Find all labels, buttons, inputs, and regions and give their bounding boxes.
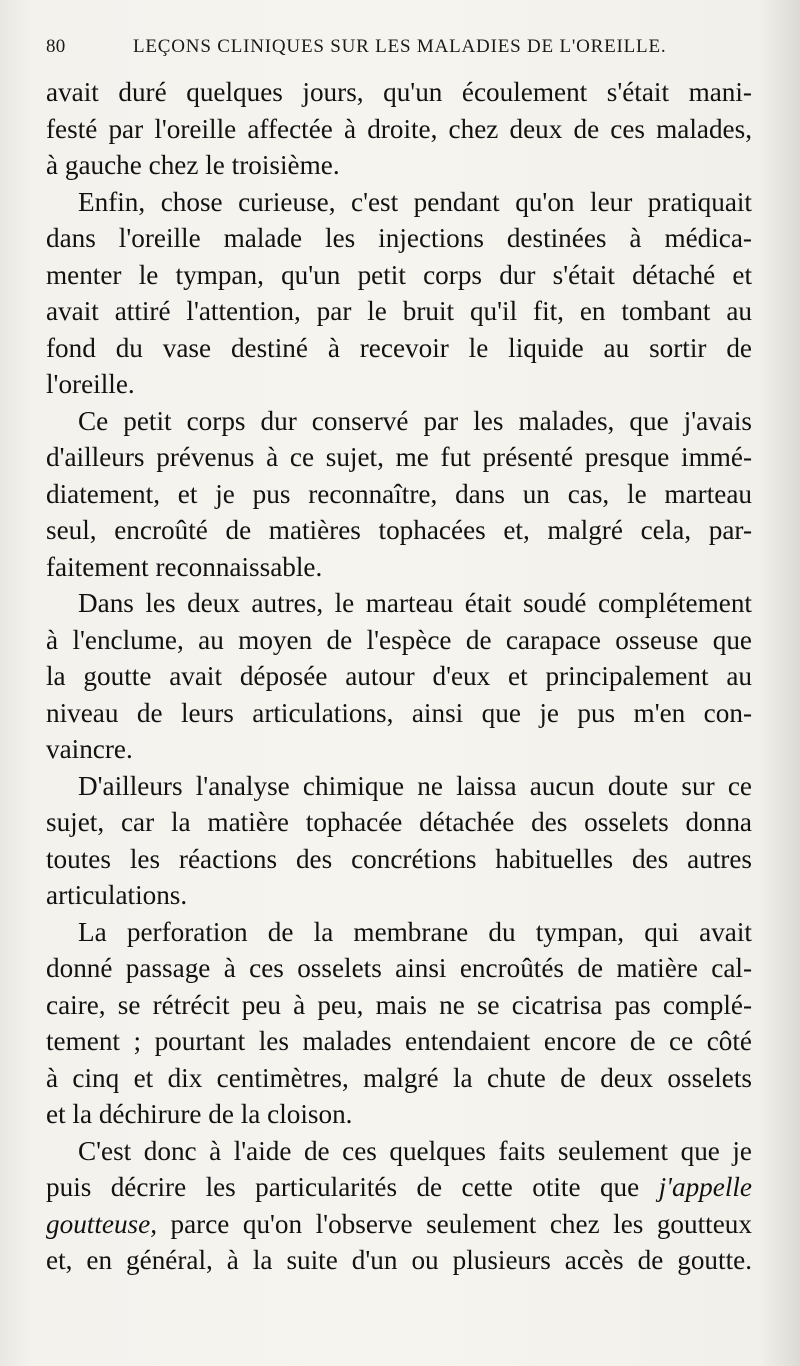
text-line: diatement, et je pus reconnaître, dans un cas, le marteau <box>46 478 752 509</box>
text-line: toutes les réactions des concrétions habituelles des autres <box>46 843 752 874</box>
italic-term: j'appelle <box>658 1172 753 1202</box>
text-line <box>46 1206 752 1243</box>
text-line: seul, encroûté de matières tophacées et, malgré cela, par- <box>46 515 752 545</box>
text-line: donné passage à ces osselets ainsi encroûtés de matière cal- <box>46 953 752 983</box>
text-line: tement ; pourtant les malades entendaient encore de ce côté <box>46 1026 752 1056</box>
text-line: articulations. <box>46 880 188 910</box>
text-line: avait attiré l'attention, par le bruit qu'il fit, en tombant au <box>46 296 752 326</box>
paragraph-start-line: C'est donc à l'aide de ces quelques faits seulement que je <box>78 1135 752 1166</box>
text-line: et, en général, à la suite d'un ou plusieurs accès de goutte. <box>46 1245 752 1275</box>
text-line: fond du vase destiné à recevoir le liquide au sortir de <box>46 332 752 363</box>
running-title: LEÇONS CLINIQUES SUR LES MALADIES DE L'OREILLE. <box>133 36 667 57</box>
page-number: 80 <box>46 36 66 57</box>
text-line: avait duré quelques jours, qu'un écoulement s'était mani- <box>46 77 752 107</box>
text-line: à cinq et dix centimètres, malgré la chute de deux osselets <box>46 1062 752 1093</box>
text-line: d'ailleurs prévenus à ce sujet, me fut présenté presque immé- <box>46 442 752 472</box>
text-line: à gauche chez le troisième. <box>46 150 340 180</box>
text-line: caire, se rétrécit peu à peu, mais ne se cicatrisa pas complé- <box>46 989 752 1020</box>
text-line <box>46 1169 752 1206</box>
text-line: faitement reconnaissable. <box>46 551 323 582</box>
text-line: vaincre. <box>46 734 133 764</box>
paragraph-start-line: Dans les deux autres, le marteau était soudé complétement <box>78 588 752 618</box>
text-segment: parce qu'on l'observe seulement chez les goutteux <box>170 1208 752 1239</box>
body-text <box>46 74 752 1279</box>
text-line: dans l'oreille malade les injections destinées à médica- <box>46 223 752 253</box>
text-line: sujet, car la matière tophacée détachée des osselets donna <box>46 807 752 837</box>
text-line: la goutte avait déposée autour d'eux et principalement au <box>46 661 752 691</box>
paragraph-start-line: Enfin, chose curieuse, c'est pendant qu'on leur pratiquait <box>78 186 752 217</box>
paragraph-start-line: Ce petit corps dur conservé par les malades, que j'avais <box>78 405 752 436</box>
paragraph-start-line: La perforation de la membrane du tympan, qui avait <box>78 916 752 947</box>
text-line: à l'enclume, au moyen de l'espèce de carapace osseuse que <box>46 624 752 655</box>
paragraph-start-line: D'ailleurs l'analyse chimique ne laissa aucun doute sur ce <box>78 770 752 801</box>
text-line: l'oreille. <box>46 369 135 399</box>
text-segment: puis décrire les particularités de cette otite que <box>46 1172 640 1202</box>
text-line: niveau de leurs articulations, ainsi que je pus m'en con- <box>46 697 752 728</box>
text-line: menter le tympan, qu'un petit corps dur s'était détaché et <box>46 259 752 290</box>
italic-term: goutteuse, <box>46 1208 157 1239</box>
text-line: festé par l'oreille affectée à droite, chez deux de ces malades, <box>46 113 752 144</box>
text-line: et la déchirure de la cloison. <box>46 1099 353 1129</box>
page-header <box>46 36 686 66</box>
